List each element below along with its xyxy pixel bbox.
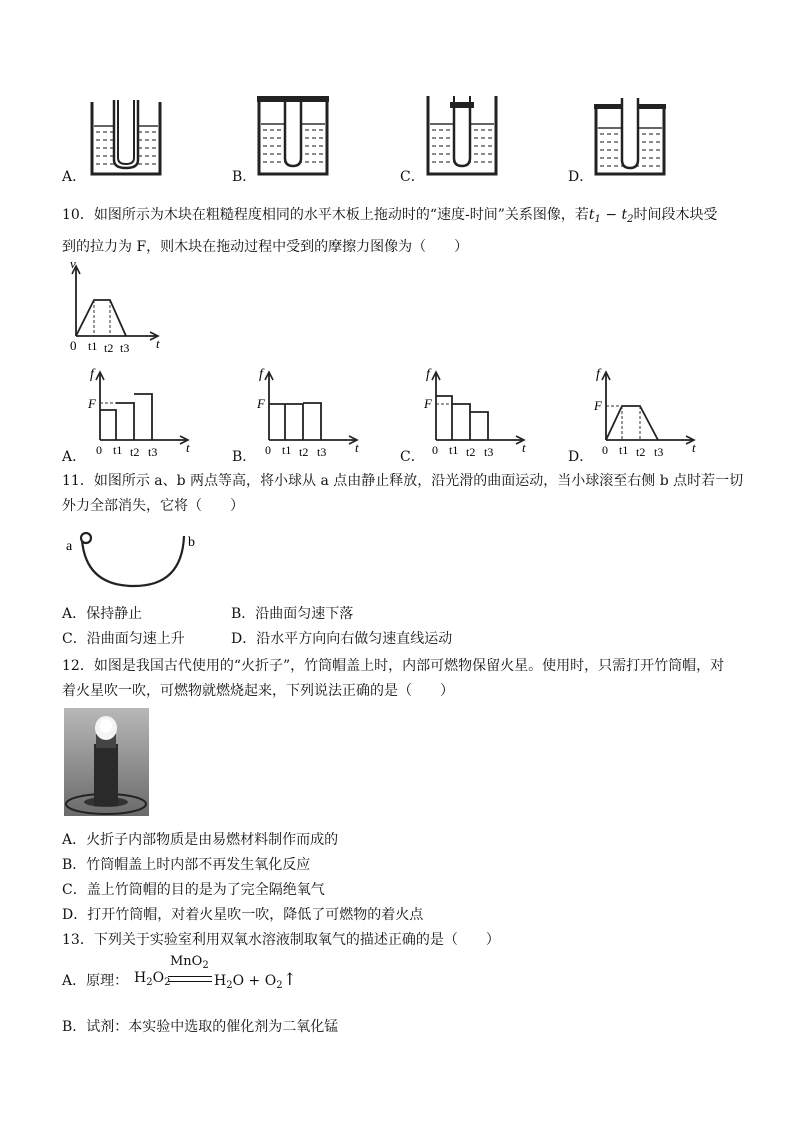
q9-option-a[interactable]: A． <box>62 169 87 185</box>
svg-text:0: 0 <box>96 443 102 457</box>
svg-text:t: t <box>692 440 696 455</box>
svg-text:f: f <box>90 367 94 382</box>
svg-text:F: F <box>424 396 432 411</box>
equation-catalyst: MnO$_2$ <box>170 954 209 971</box>
svg-text:0: 0 <box>265 443 271 457</box>
svg-text:t1: t1 <box>113 443 123 457</box>
svg-text:t: t <box>522 440 526 455</box>
point-a-label: a <box>66 539 73 554</box>
q10-ft-graph-d <box>592 366 702 462</box>
q13-option-a[interactable]: A．原理： $H_2O_2$ MnO$_2$ $H_2O$ + $O_2↑$ <box>62 954 297 991</box>
svg-text:f: f <box>259 367 263 382</box>
q12-stem-line1: 12．如图是我国古代使用的“火折子”，竹筒帽盖上时，内部可燃物保留火星。使用时，只需打开竹筒帽，对 <box>62 658 725 674</box>
q11-option-b[interactable]: B．沿曲面匀速下落 <box>231 606 354 622</box>
svg-text:0: 0 <box>602 443 608 457</box>
vt-t2: t2 <box>104 341 114 355</box>
equation-reactant: $H_2O_2$ <box>134 970 171 988</box>
q9-option-c[interactable]: C． <box>400 169 425 185</box>
q10-stem-line1: 10．如图所示为木块在粗糙程度相同的水平木板上拖动时的“速度-时间”关系图像，若$t_1 - t_2$时间段木块受 <box>62 207 718 225</box>
beaker-c <box>424 94 504 180</box>
svg-text:t: t <box>186 440 190 455</box>
q10-option-a[interactable]: A． <box>62 449 87 465</box>
svg-text:t1: t1 <box>449 443 459 457</box>
beaker-a <box>88 100 168 180</box>
point-b-label: b <box>188 535 195 550</box>
q11-stem-line2: 外力全部消失，它将（ ） <box>62 498 244 514</box>
beaker-d <box>592 98 672 180</box>
q10-stem-line2: 到的拉力为 F，则木块在拖动过程中受到的摩擦力图像为（ ） <box>62 239 469 255</box>
q12-option-b[interactable]: B．竹筒帽盖上时内部不再发生氧化反应 <box>62 857 311 873</box>
q10-option-b[interactable]: B． <box>232 449 257 465</box>
svg-text:t1: t1 <box>282 443 292 457</box>
svg-text:f: f <box>596 367 600 382</box>
svg-text:t2: t2 <box>299 445 309 459</box>
vt-t1: t1 <box>88 339 98 353</box>
svg-text:0: 0 <box>432 443 438 457</box>
fire-starter-photo <box>64 708 149 816</box>
svg-text:t2: t2 <box>636 445 646 459</box>
q13-stem: 13．下列关于实验室利用双氧水溶液制取氧气的描述正确的是（ ） <box>62 932 500 948</box>
q11-option-c[interactable]: C．沿曲面匀速上升 <box>62 631 185 647</box>
q9-option-b[interactable]: B． <box>232 169 257 185</box>
svg-text:t2: t2 <box>130 445 140 459</box>
q11-stem-line1: 11．如图所示 a、b 两点等高，将小球从 a 点由静止释放，沿光滑的曲面运动，当小球滚至右侧 b 点时若一切 <box>62 473 744 489</box>
equation-products: $H_2O$ + $O_2↑$ <box>214 970 297 991</box>
vt-origin: 0 <box>70 338 77 353</box>
q12-option-c[interactable]: C．盖上竹筒帽的目的是为了完全隔绝氧气 <box>62 882 325 898</box>
q9-option-d[interactable]: D． <box>568 169 594 185</box>
svg-text:t1: t1 <box>619 443 629 457</box>
q12-option-a[interactable]: A．火折子内部物质是由易燃材料制作而成的 <box>62 832 339 848</box>
q13-option-b[interactable]: B．试剂：本实验中选取的催化剂为二氧化锰 <box>62 1019 339 1035</box>
q11-option-d[interactable]: D．沿水平方向向右做匀速直线运动 <box>231 631 453 647</box>
svg-text:F: F <box>257 396 265 411</box>
svg-text:t2: t2 <box>466 445 476 459</box>
svg-text:F: F <box>88 396 96 411</box>
gas-arrow-icon: ↑ <box>282 970 297 990</box>
svg-text:t3: t3 <box>148 445 158 459</box>
ball-icon <box>81 533 91 543</box>
q11-option-a[interactable]: A．保持静止 <box>62 606 143 622</box>
q12-stem-line2: 着火星吹一吹，可燃物就燃烧起来，下列说法正确的是（ ） <box>62 683 454 699</box>
q10-ft-graph-a <box>86 366 196 462</box>
vt-t-label: t <box>156 336 160 351</box>
q10-option-c[interactable]: C． <box>400 449 425 465</box>
q10-ft-graph-b <box>255 366 365 462</box>
beaker-b <box>255 94 335 180</box>
vt-v-label: v <box>70 258 76 271</box>
q12-option-d[interactable]: D．打开竹筒帽，对着火星吹一吹，降低了可燃物的着火点 <box>62 907 424 923</box>
q11-curve-figure <box>62 526 210 592</box>
svg-text:t3: t3 <box>484 445 494 459</box>
svg-text:t3: t3 <box>317 445 327 459</box>
vt-t3: t3 <box>120 341 130 355</box>
equation-equals-line <box>168 976 212 982</box>
svg-text:t: t <box>355 440 359 455</box>
q10-ft-graph-c <box>422 366 532 462</box>
svg-text:f: f <box>426 367 430 382</box>
q10-option-d[interactable]: D． <box>568 449 594 465</box>
q10-vt-graph <box>64 258 174 356</box>
svg-text:F: F <box>594 398 602 413</box>
svg-text:t3: t3 <box>654 445 664 459</box>
